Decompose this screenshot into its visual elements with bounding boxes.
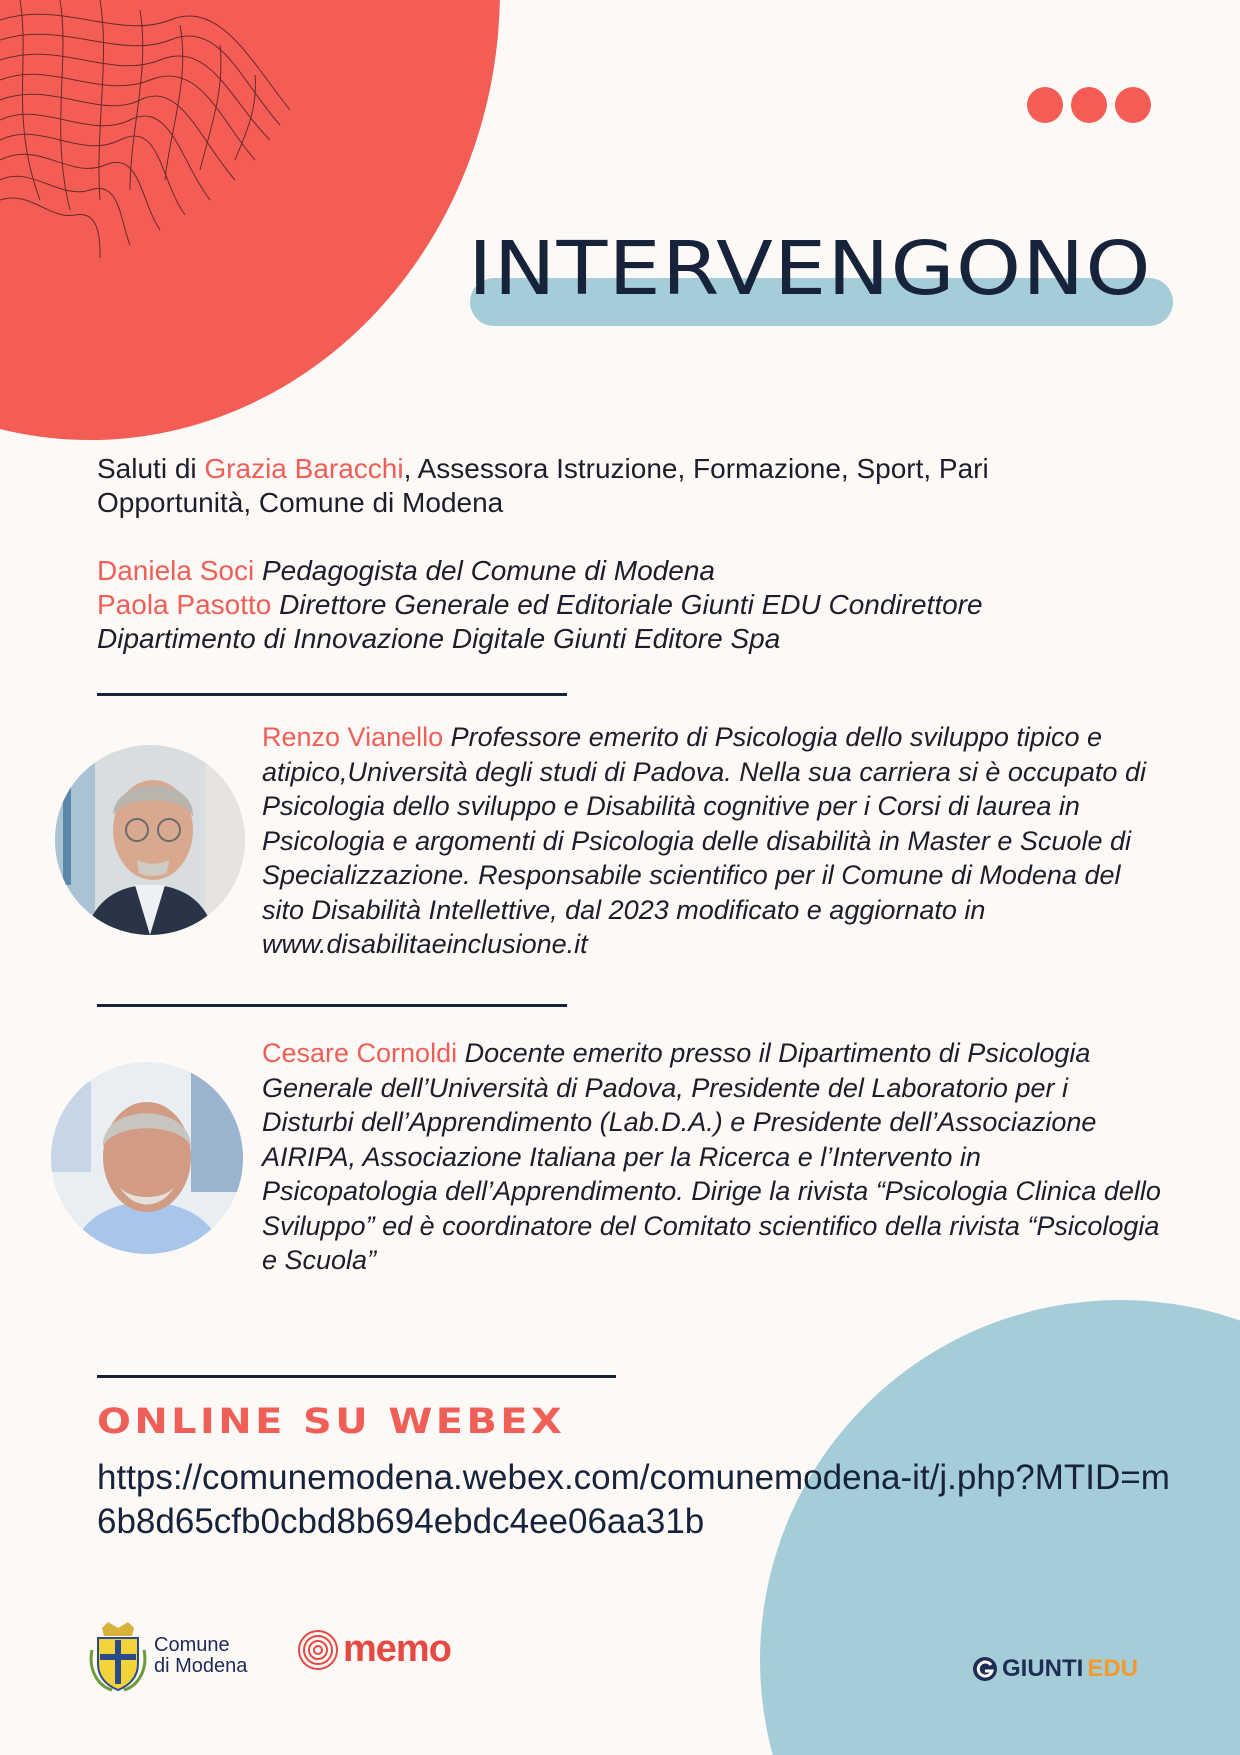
giunti-g-icon xyxy=(972,1656,998,1682)
divider xyxy=(97,693,567,696)
memo-logo xyxy=(297,1628,451,1671)
speaker-role: Pedagogista del Comune di Modena xyxy=(254,555,715,586)
coat-of-arms-icon xyxy=(88,1620,148,1692)
webex-link[interactable]: https://comunemodena.webex.com/comunemodena-it/j.php?MTID=m6b8d65cfb0cbd8b694ebdc4ee06aa31b xyxy=(97,1458,1170,1541)
host-name: Grazia Baracchi xyxy=(204,453,404,484)
memo-spiral-icon xyxy=(297,1629,339,1671)
dot xyxy=(1071,87,1107,123)
speaker-name: Daniela Soci xyxy=(97,555,255,586)
bio-name: Cesare Cornoldi xyxy=(262,1038,458,1068)
page-title: INTERVENGONO xyxy=(468,226,1152,312)
divider xyxy=(97,1004,567,1007)
edu-wordmark: EDU xyxy=(1087,1655,1138,1682)
dot xyxy=(1115,87,1151,123)
comune-logo-line: di Modena xyxy=(154,1655,248,1677)
greetings-line xyxy=(97,452,1097,520)
greetings-prefix: Saluti di xyxy=(97,453,205,484)
dot xyxy=(1027,87,1063,123)
memo-wordmark: memo xyxy=(343,1628,451,1670)
speaker-role: Direttore Generale ed Editoriale Giunti EDU Condirettore Dipartimento di Innovazione Digitale Giunti Editore Spa xyxy=(97,589,983,654)
divider xyxy=(97,1375,616,1378)
speaker-line xyxy=(97,554,1097,588)
bio-vianello xyxy=(262,720,1162,962)
comune-di-modena-logo xyxy=(88,1620,247,1692)
speaker-photo-cornoldi xyxy=(51,1062,243,1254)
bio-text: Docente emerito presso il Dipartimento di Psicologia Generale dell’Università di Padova, Presidente del Laboratorio per i Disturbi dell’Apprendimento (Lab.D.A.) e Presidente dell’Associazione AIRIPA, Associazione Italiana per la Ricerca e l’Intervento in Psicopatologia dell’Apprendimento. Dirige la rivista “Psicologia Clinica dello Sviluppo” ed è coordinatore del Comitato scientifico della rivista “Psicologia e Scuola” xyxy=(262,1038,1161,1275)
comune-logo-text xyxy=(154,1635,247,1677)
bio-name: Renzo Vianello xyxy=(262,722,444,752)
host-role: , Assessora Istruzione, Formazione, Sport, Pari Opportunità, Comune di Modena xyxy=(97,453,989,518)
giunti-wordmark: GIUNTI xyxy=(1002,1655,1084,1682)
comune-logo-line: Comune xyxy=(154,1634,230,1656)
wireframe-mesh-illustration xyxy=(0,0,300,270)
decorative-dots xyxy=(1027,87,1151,123)
intro-section xyxy=(97,452,1097,656)
speaker-photo-vianello xyxy=(55,745,245,935)
bio-text: Professore emerito di Psicologia dello sviluppo tipico e atipico,Università degli studi di Padova. Nella sua carriera si è occupato di Psicologia dello sviluppo e Disabilità cognitive per i Corsi di laurea in Psicologia e argomenti di Psicologia delle disabilità in Master e Scuole di Specializzazione. Responsabile scientifico per il Comune di Modena del sito Disabilità Intellettive, dal 2023 modificato e aggiornato in www.disabilitaeinclusione.it xyxy=(262,722,1146,959)
online-heading: ONLINE SU WEBEX xyxy=(97,1402,566,1442)
speakers-list xyxy=(97,554,1097,656)
bio-cornoldi xyxy=(262,1036,1162,1278)
speaker-line xyxy=(97,588,1097,656)
speaker-name: Paola Pasotto xyxy=(97,589,272,620)
giunti-edu-logo xyxy=(972,1655,1138,1683)
